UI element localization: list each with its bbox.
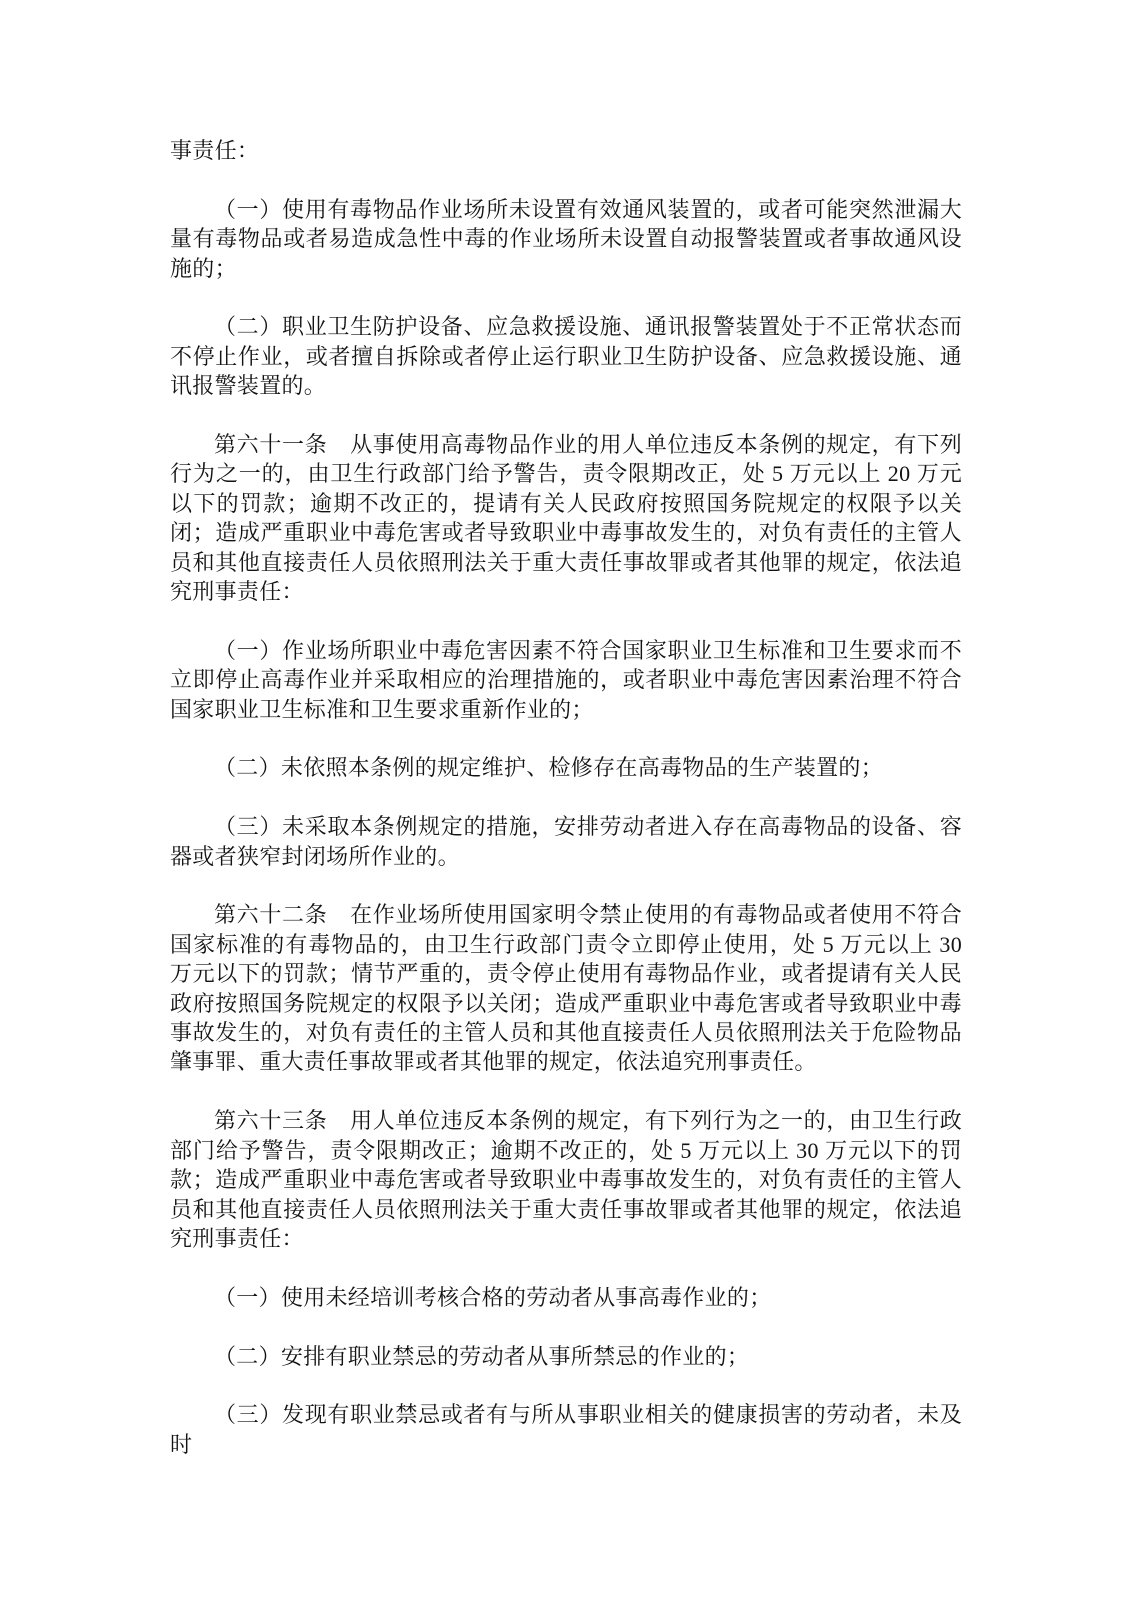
article-63-paragraph: 第六十三条 用人单位违反本条例的规定，有下列行为之一的，由卫生行政部门给予警告，责令限期改正；逾期不改正的，处 5 万元以上 30 万元以下的罚款；造成严重职业中毒危害或者导致职业中毒事故发生的，对负有责任的主管人员和其他直接责任人员依照刑法关于重大责任事故罪或者其他罪的规定，依法追究刑事责任： <box>170 1108 962 1251</box>
clause-item-2: （二）职业卫生防护设备、应急救援设施、通讯报警装置处于不正常状态而不停止作业，或者擅自拆除或者停止运行职业卫生防护设备、应急救援设施、通讯报警装置的。 <box>170 314 962 399</box>
clause-item-2: （二）安排有职业禁忌的劳动者从事所禁忌的作业的； <box>214 1343 750 1369</box>
article-62-paragraph: 第六十二条 在作业场所使用国家明令禁止使用的有毒物品或者使用不符合国家标准的有毒物品的，由卫生行政部门责令立即停止使用，处 5 万元以上 30 万元以下的罚款；情节严重的，责令停止使用有毒物品作业，或者提请有关人民政府按照国务院规定的权限予以关闭；造成严重职业中毒危害或者导致职业中毒事故发生的，对负有责任的主管人员和其他直接责任人员依照刑法关于危险物品肇事罪、重大责任事故罪或者其他罪的规定，依法追究刑事责任。 <box>170 902 962 1075</box>
paragraph-continuation: 事责任： <box>170 138 260 163</box>
clause-item-3: （三）未采取本条例规定的措施，安排劳动者进入存在高毒物品的设备、容器或者狭窄封闭场所作业的。 <box>170 814 962 869</box>
clause-item-1: （一）作业场所职业中毒危害因素不符合国家职业卫生标准和卫生要求而不立即停止高毒作业并采取相应的治理措施的，或者职业中毒危害因素治理不符合国家职业卫生标准和卫生要求重新作业的； <box>170 637 962 722</box>
clause-item-1: （一）使用有毒物品作业场所未设置有效通风装置的，或者可能突然泄漏大量有毒物品或者易造成急性中毒的作业场所未设置自动报警装置或者事故通风设施的； <box>170 196 962 281</box>
clause-item-2: （二）未依照本条例的规定维护、检修存在高毒物品的生产装置的； <box>214 755 884 781</box>
document-text-block <box>170 136 962 1459</box>
clause-item-1: （一）使用未经培训考核合格的劳动者从事高毒作业的； <box>214 1284 772 1310</box>
clause-item-3: （三）发现有职业禁忌或者有与所从事职业相关的健康损害的劳动者，未及时 <box>170 1402 962 1457</box>
article-61-paragraph: 第六十一条 从事使用高毒物品作业的用人单位违反本条例的规定，有下列行为之一的，由卫生行政部门给予警告，责令限期改正，处 5 万元以上 20 万元以下的罚款；逾期不改正的，提请有关人民政府按照国务院规定的权限予以关闭；造成严重职业中毒危害或者导致职业中毒事故发生的，对负有责任的主管人员和其他直接责任人员依照刑法关于重大责任事故罪或者其他罪的规定，依法追究刑事责任： <box>170 432 962 605</box>
